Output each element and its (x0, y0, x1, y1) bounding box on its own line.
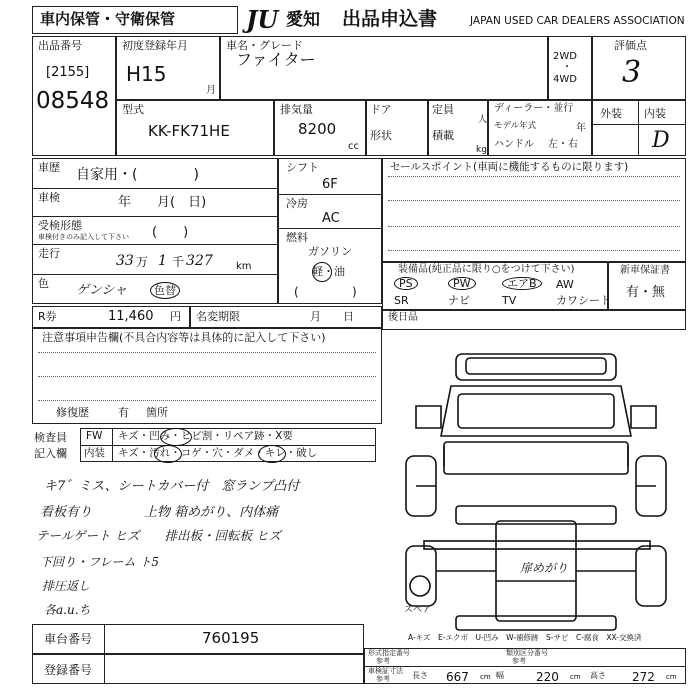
shift-label: シフト (286, 161, 319, 174)
handwriting-line-3: テールゲート ヒズ 排出板・回転板 ヒズ (36, 528, 281, 543)
usage-label: 車歴 (38, 161, 60, 174)
chassis-value: 760195 (202, 629, 260, 647)
handwriting-line-4: 下回り・フレーム ト5 (40, 555, 159, 569)
mileage-man-value: 33 (116, 253, 134, 269)
equipment-item: ナビ (448, 294, 470, 307)
equipment-item: カワシート (556, 294, 611, 307)
first-reg-value: H15 (126, 62, 167, 86)
mileage-sen-value: 1 (158, 253, 167, 269)
width-value: 220 (536, 670, 559, 684)
tax-value: 月 日 (310, 310, 354, 323)
height-value: 272 (632, 670, 655, 684)
first-reg-unit: 月 (206, 85, 216, 96)
receipt-note: 車検付きのみ記入して下さい (38, 233, 129, 241)
repair-place: 箇所 (146, 406, 168, 419)
repair-label: 修復歴 (56, 406, 89, 419)
capacity-unit: 人 (478, 115, 488, 125)
interior-value: D (652, 128, 670, 153)
warranty-label: 新車保証書 (620, 265, 670, 276)
mark-circle-3 (258, 445, 286, 463)
height-label: 高さ (590, 671, 606, 680)
lot-number: 08548 (36, 88, 110, 114)
handle-label: ハンドル (494, 139, 534, 150)
recycle-value: 11,460 (108, 309, 154, 324)
car-diagram (396, 346, 686, 636)
repair-value: 有 (118, 406, 129, 419)
car-name-label: 車名・グレード (226, 39, 303, 52)
handwriting-line-6: 各a.u.ち (44, 603, 91, 617)
color-label: 色 (38, 277, 49, 290)
displacement-label: 排気量 (280, 103, 313, 116)
form-sub: 参考 (376, 657, 390, 665)
fuel-options: 軽・油 (312, 265, 345, 278)
color-value: ゲンシャ (76, 283, 128, 298)
load-unit: kg (476, 145, 487, 155)
shift-value: 6F (322, 177, 338, 192)
usage-value: 自家用・( ) (76, 167, 199, 183)
color-change-label: 色替 (150, 282, 180, 299)
chassis-label: 車台番号 (44, 632, 93, 646)
inspector-row1: キズ・凹み・ヒビ割・リペア跡・X要 (118, 430, 293, 442)
handle-value: 左・右 (548, 139, 578, 150)
model-value: KK-FK71HE (148, 122, 230, 140)
inspection-value: 年 月( 日) (118, 195, 207, 210)
receipt-label: 受検形態 (38, 219, 82, 232)
grade-value: 3 (622, 55, 642, 90)
registration-label: 登録番号 (44, 663, 93, 677)
lot-label: 出品番号 (38, 39, 82, 52)
class-label: 類別区分番号 (506, 649, 548, 657)
size-label: 車検証寸法 (368, 667, 403, 675)
model-year-label: モデル年式 (494, 121, 537, 131)
org-name: 愛知 (286, 10, 320, 30)
fuel-circle (312, 262, 332, 282)
fuel-paren-left: ( (294, 285, 299, 299)
diagram-annotation: 扉めがり (520, 561, 569, 575)
sales-point-box (382, 158, 686, 262)
inspector-row2: キズ・汚れ・コゲ・穴・ダメ・キレ・破し (118, 447, 318, 459)
mark-circle-1 (160, 428, 192, 446)
association-name: JAPAN USED CAR DEALERS ASSOCIATION (470, 15, 685, 27)
handwriting-line-2: 看板有り 上物 箱めがり、内体痛 (40, 505, 279, 520)
length-value: 667 (446, 670, 469, 684)
rear-label: 後日品 (388, 312, 418, 323)
ju-logo: JU (246, 5, 279, 34)
equipment-item: PW (448, 277, 476, 290)
width-label: 幅 (496, 671, 504, 680)
mileage-label: 走行 (38, 247, 60, 260)
inspector-interior: 内装 (84, 447, 105, 459)
handwriting-line-5: 排圧返し (42, 579, 91, 593)
fuel-value: ガソリン (308, 245, 352, 258)
mark-circle-2 (154, 445, 182, 463)
equipment-item: AW (556, 278, 574, 291)
width-unit: cm (570, 673, 581, 681)
exterior-label: 外装 (600, 107, 622, 120)
mileage-rest-value: 327 (186, 253, 213, 269)
spare-label: スペア (404, 605, 432, 615)
drive-2wd: 2WD (553, 51, 577, 62)
damage-legend: A-キズ E-エクボ U-凹み W-補修跡 S-サビ C-腐食 XX-交換済 (408, 633, 642, 642)
equipment-grid (390, 277, 611, 309)
mileage-unit: km (236, 261, 252, 272)
car-name-value: ファイター (236, 50, 316, 69)
grade-label: 評価点 (614, 39, 647, 52)
fuel-paren-right: ) (352, 285, 357, 299)
door-label: ドア (370, 103, 392, 116)
equipment-item: SR (394, 294, 409, 307)
recycle-unit: 円 (170, 310, 181, 323)
equipment-item: エアB (502, 277, 542, 290)
drive-dot: ・ (562, 62, 572, 73)
form-title: 出品申込書 (342, 8, 438, 30)
first-reg-label: 初度登録年月 (122, 39, 188, 52)
rear-box (382, 310, 686, 330)
load-label: 積載 (432, 129, 454, 142)
fuel-label: 燃料 (286, 231, 308, 244)
model-label: 型式 (122, 103, 144, 116)
class-sub: 参考 (512, 657, 526, 665)
tax-label: 名変期限 (196, 310, 240, 323)
notes-label: 注意事項申告欄(不具合内容等は具体的に記入して下さい) (42, 331, 326, 344)
displacement-unit: cc (348, 141, 359, 152)
year-unit: 年 (576, 123, 586, 134)
inspector-fw: FW (86, 430, 103, 442)
handwriting-line-1: キ7゛ミス、シートカバー付 窓ランプ凸付 (44, 479, 300, 494)
lot-sub: [2155] (46, 65, 90, 80)
equipment-item: TV (502, 294, 517, 307)
form-label: 形式指定番号 (368, 649, 410, 657)
interior-label: 内装 (644, 107, 666, 120)
ac-value: AC (322, 211, 340, 226)
length-unit: cm (480, 673, 491, 681)
inspection-label: 車検 (38, 191, 60, 204)
height-unit: cm (666, 673, 677, 681)
dealer-label: ディーラー・並行 (494, 103, 574, 114)
size-sub: 参考 (376, 675, 390, 683)
inspector-label-2: 記入欄 (34, 447, 67, 460)
equipment-label: 装備品(純正品に限り○をつけて下さい) (398, 264, 575, 275)
storage-label: 車内保管・守衛保管 (40, 10, 176, 28)
mileage-man-text: 万 (136, 255, 149, 269)
ac-label: 冷房 (286, 197, 308, 210)
warranty-value: 有・無 (626, 285, 666, 300)
capacity-label: 定員 (432, 103, 454, 116)
recycle-label: R券 (38, 310, 57, 323)
sales-point-label: セールスポイント(車両に機能するものに限ります) (390, 161, 629, 173)
shape-label: 形状 (370, 129, 392, 142)
equipment-item: PS (394, 277, 418, 290)
drive-4wd: 4WD (553, 74, 577, 85)
inspector-label-1: 検査員 (34, 431, 67, 444)
mileage-sen-text: 千 (172, 255, 185, 269)
receipt-value: ( ) (152, 225, 189, 240)
length-label: 長さ (412, 671, 428, 680)
displacement-value: 8200 (298, 120, 337, 138)
